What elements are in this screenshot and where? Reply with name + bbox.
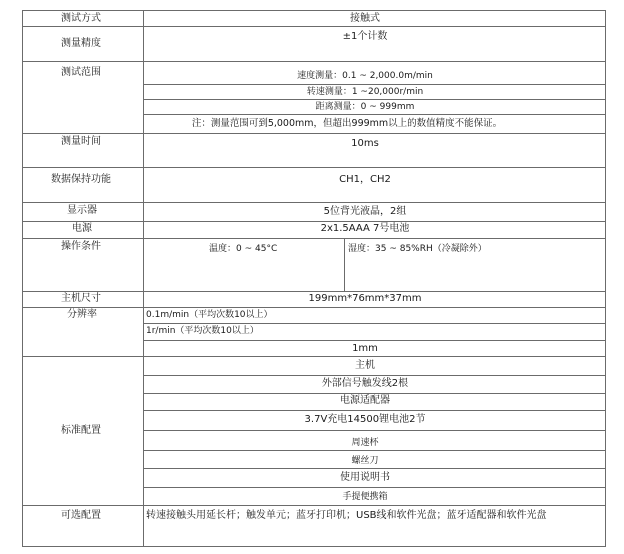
label-test-method: 测试方式 <box>61 13 101 24</box>
subrow-line <box>143 468 605 469</box>
value-measure-time: 10ms <box>351 138 379 149</box>
standard-item: 螺丝刀 <box>351 456 379 466</box>
standard-item: 手提便携箱 <box>342 492 388 502</box>
row-line <box>23 505 605 506</box>
label-accuracy: 测量精度 <box>61 38 101 49</box>
value-resolution-rotation: 1r/min（平均次数10以上） <box>146 326 259 336</box>
value-accuracy: ±1个计数 <box>342 31 388 42</box>
value-resolution-distance: 1mm <box>352 343 378 354</box>
col-divider-operating <box>344 238 345 291</box>
label-operating: 操作条件 <box>61 241 101 252</box>
subrow-line <box>143 99 605 100</box>
row-line <box>23 26 605 27</box>
label-optional: 可选配置 <box>61 510 101 521</box>
standard-item: 主机 <box>355 360 375 371</box>
subrow-line <box>143 375 605 376</box>
value-size: 199mm*76mm*37mm <box>308 293 422 304</box>
subrow-line <box>143 323 605 324</box>
subrow-line <box>143 114 605 115</box>
subrow-line <box>143 393 605 394</box>
col-divider <box>143 11 144 546</box>
value-resolution-speed: 0.1m/min（平均次数10以上） <box>146 310 273 320</box>
label-range: 测试范围 <box>61 67 101 78</box>
value-data-hold: CH1，CH2 <box>339 174 391 185</box>
subrow-line <box>143 410 605 411</box>
row-line <box>23 202 605 203</box>
subrow-line <box>143 84 605 85</box>
row-line <box>23 238 605 239</box>
standard-item: 周速杯 <box>351 438 379 448</box>
label-display: 显示器 <box>67 205 97 216</box>
value-temperature: 温度：0 ~ 45°C <box>209 244 278 254</box>
row-line <box>23 221 605 222</box>
standard-item: 电源适配器 <box>340 395 390 406</box>
label-resolution: 分辨率 <box>67 309 97 320</box>
label-data-hold: 数据保持功能 <box>51 174 111 185</box>
value-test-method: 接触式 <box>350 13 380 24</box>
label-size: 主机尺寸 <box>61 293 101 304</box>
row-line <box>23 291 605 292</box>
subrow-line <box>143 450 605 451</box>
row-line <box>23 61 605 62</box>
standard-item: 外部信号触发线2根 <box>321 378 409 389</box>
value-optional: 转速接触头用延长杆；触发单元；蓝牙打印机；USB线和软件光盘；蓝牙适配器和软件光盘 <box>146 510 547 521</box>
value-humidity: 湿度：35 ~ 85%RH（冷凝除外） <box>348 244 487 254</box>
value-display: 5位背光液晶，2组 <box>323 206 407 217</box>
value-range-distance: 距离测量：0 ~ 999mm <box>315 102 415 112</box>
standard-item: 3.7V充电14500锂电池2节 <box>304 414 426 425</box>
subrow-line <box>143 340 605 341</box>
value-power: 2x1.5AAA 7号电池 <box>320 223 410 234</box>
row-line <box>23 167 605 168</box>
label-power: 电源 <box>72 223 92 234</box>
row-line <box>23 307 605 308</box>
subrow-line <box>143 430 605 431</box>
standard-item: 使用说明书 <box>340 472 390 483</box>
value-range-speed: 速度测量：0.1 ~ 2,000.0m/min <box>297 71 433 81</box>
label-standard: 标准配置 <box>61 425 101 436</box>
value-range-rotation: 转速测量：1 ~20,000r/min <box>306 87 424 97</box>
row-line <box>23 356 605 357</box>
label-measure-time: 测量时间 <box>61 136 101 147</box>
row-line <box>23 133 605 134</box>
value-range-note: 注：测量范围可到5,000mm，但超出999mm以上的数值精度不能保证。 <box>191 118 503 129</box>
spec-table <box>22 10 606 547</box>
subrow-line <box>143 487 605 488</box>
